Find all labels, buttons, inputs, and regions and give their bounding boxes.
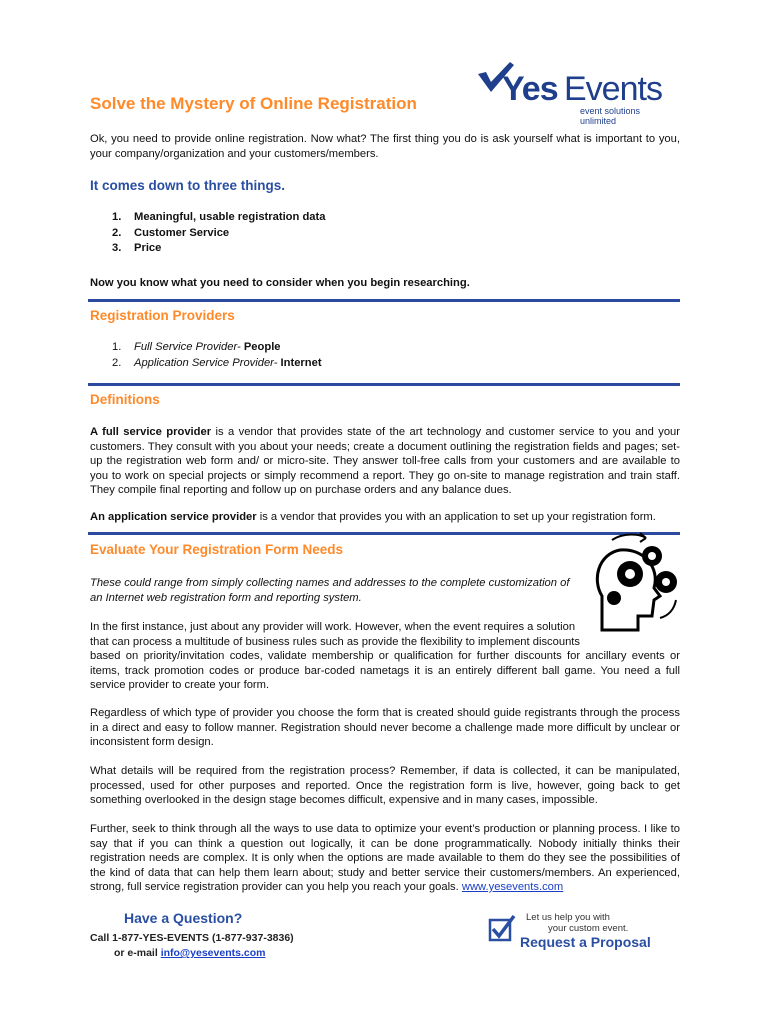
yesevents-link[interactable]: www.yesevents.com [461,881,564,893]
list-item: 2. Application Service Provider- Internet [112,356,322,369]
evaluate-intro: These could range from simply collecting names and addresses to the complete customization of an Internet web registration form and reporting system. [90,577,570,604]
list-item: 1. Meaningful, usable registration data [112,211,326,223]
phone-line: Call 1-877-YES-EVENTS (1-877-937-3836) [90,932,294,944]
definitions-heading: Definitions [90,392,160,407]
section-divider [88,383,680,386]
request-proposal-label: Request a Proposal [520,934,651,950]
logo-events-text: Events [564,70,662,108]
providers-list [112,340,322,371]
consider-line: Now you know what you need to consider when you begin researching. [90,277,470,289]
logo-yes-text: Yes [502,70,558,108]
help-text-line2: your custom event. [548,923,629,934]
question-block [90,910,390,970]
list-item: 2. Customer Service [112,226,230,239]
email-line: or e-mail info@yesevents.com [114,947,266,959]
three-things-list [112,210,325,257]
yesevents-logo [476,60,676,126]
page-title: Solve the Mystery of Online Registration [90,94,417,113]
three-things-heading: It comes down to three things. [90,178,286,193]
providers-heading: Registration Providers [90,308,235,323]
section-divider [88,299,680,302]
details-paragraph: What details will be required from the registration process? Remember, if data is collected, it can be manipulated, processed, used for other purposes and reported. Once the registration form is live, however, going back to get something overlooked in the design stage becomes difficult, expensive and in many cases, impossible. [90,765,680,806]
first-instance-paragraph: In the first instance, just about any provider will work. However, when the event requires a solution that can process a multitude of business rules such as provide the flexibility to implement discounts based on priority/invitation codes, validate membership or qualification for further discounts for ancillary events or items, track promotion codes or produce bar-coded nametags it is an entirely different ball game. You need a full service provider to create your form. [90,621,680,691]
request-proposal-button[interactable] [488,910,688,958]
evaluate-heading: Evaluate Your Registration Form Needs [90,542,344,557]
checkbox-check-icon [488,914,516,942]
email-link[interactable]: info@yesevents.com [160,947,266,959]
help-text-line1: Let us help you with [526,912,610,923]
list-item: 1. Full Service Provider- People [112,341,281,353]
regardless-paragraph: Regardless of which type of provider you choose the form that is created should guide registrants through the process in a direct and easy to follow manner. Registration should never become a challenge made more difficult by unclear or inconsistent form design. [90,707,680,748]
logo-tagline: event solutions unlimited [580,106,641,126]
list-item: 3. Price [112,242,162,254]
application-service-definition: An application service provider is a vendor that provides you with an application to set up your registration form. [90,511,656,523]
have-question-heading: Have a Question? [124,910,243,926]
full-service-definition: A full service provider is a vendor that provides state of the art technology and customer service to you and your customers. They consult with you about your needs; create a document outlining the registration fields and pages; set-up the registration web form and/ or micro-site. They answer toll-free calls from your customers and are available to you to work on special projects or simply recommend a report. They go on-site to manage registration and train staff. They compile final reporting and follow up on purchase orders and any balance dues. [90,426,680,496]
further-paragraph: Further, seek to think through all the ways to use data to optimize your event’s production or planning process. I like to say that if you can think a question out logically, it can be done programmatically. Nobody initially thinks their registration needs are complex. It is only when the options are made available to them do they see the possibilities of the kind of data that can help them learn about; study and better service their customers/members. An experienced, strong, full service registration provider can you help you reach your goals. www.yesevents.com [90,823,680,893]
intro-paragraph: Ok, you need to provide online registration. Now what? The first thing you do is ask yourself what is important to you, your company/organization and your customers/members. [90,133,680,160]
